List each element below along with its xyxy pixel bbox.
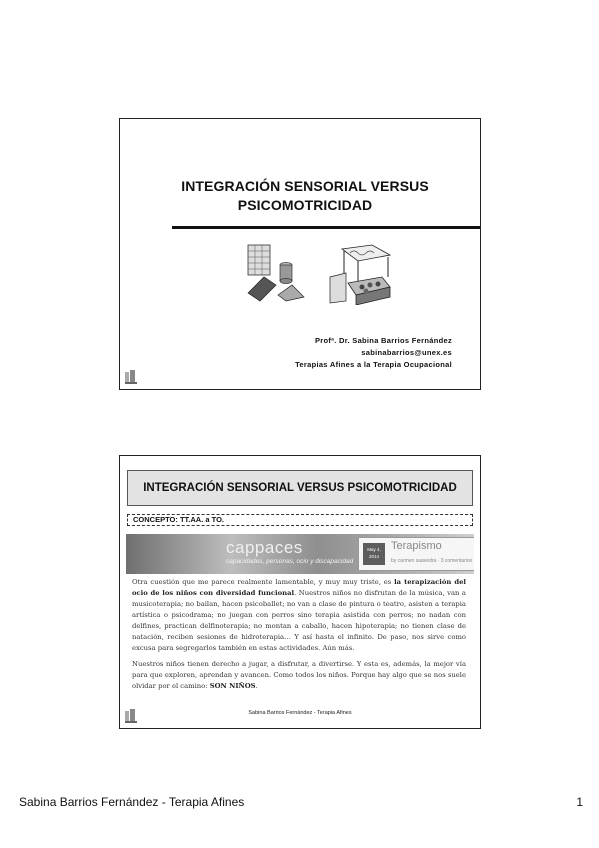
slide-2-footer: Sabina Barrios Fernández - Terapia Afines (248, 710, 352, 716)
blog-banner-image (126, 534, 474, 574)
banner-tagline: capacidades, personas, ocio y discapacidad (226, 558, 354, 565)
slide-1-title (140, 177, 470, 215)
post-title: Terapismo (391, 540, 442, 552)
sensory-table-clipart (328, 243, 392, 305)
page-footer-author: Sabina Barrios Fernández - Terapia Afines (19, 795, 245, 809)
author-credits (295, 335, 452, 371)
author-email: sabinabarrios@unex.es (361, 348, 452, 357)
title-underline (172, 226, 480, 229)
paragraph-1-text-a: Otra cuestión que me parece realmente lamentable, y muy muy triste, es (132, 578, 395, 586)
course-name: Terapias Afines a la Terapia Ocupacional (295, 360, 452, 369)
post-meta: by carmen saavedra · 3 comentarios (391, 558, 473, 564)
paragraph-2-text-b: . (255, 682, 258, 690)
post-date: May 4, 2014 (363, 543, 385, 565)
paragraph-2-text-a: Nuestros niños tienen derecho a jugar, a disfrutar, a divertirse. Y esta es, además, la mejor vía para que exploren, aprendan y avancen. Como todos los niños. Porque hay algo que se nos suele olvidar por el camino: (132, 660, 466, 690)
page-number: 1 (576, 795, 583, 809)
slide-2-header: INTEGRACIÓN SENSORIAL VERSUS PSICOMOTRICIDAD (127, 470, 473, 506)
slide-2 (119, 455, 481, 729)
university-logo-icon (124, 708, 138, 724)
slide-1-title-line-1: INTEGRACIÓN SENSORIAL VERSUS (181, 178, 429, 194)
paragraph-1-bold: la terapización del ocio de los niños con diversidad funcional (132, 578, 466, 597)
paragraph-1 (132, 577, 466, 654)
banner-brand: cappaces (226, 538, 303, 557)
blog-post-card (358, 537, 474, 571)
slide-1-title-line-2: PSICOMOTRICIDAD (237, 197, 373, 213)
paragraph-2-bold: SON NIÑOS (209, 682, 256, 690)
university-logo-icon (124, 369, 138, 385)
slide-1 (119, 118, 481, 390)
quoted-text (132, 577, 466, 692)
paragraph-2 (132, 659, 466, 692)
concept-label: CONCEPTO: TT.AA. a TO. (127, 514, 473, 526)
therapy-blocks-clipart (246, 243, 308, 303)
paragraph-1-text-b: . Nuestros niños no disfrutan de la música, van a musicoterapia; no bailan, hacen psicoballet; no van a clase de pintura o teatro, asisten a terapia artística o psicodrama; no juegan con perros sino terapia asistida con perros; no nadan con delfines, practican delfinoterapia; no montan a caballo, hacen hipoterapia; no tienen clase de natación, reciben sesiones de hidroterapia… Y así hasta el infinito. De paso, nos sirve como excusa para segregarlos también en estas actividades. Aún más. (132, 589, 466, 652)
author-name: Profª. Dr. Sabina Barrios Fernández (314, 336, 452, 345)
